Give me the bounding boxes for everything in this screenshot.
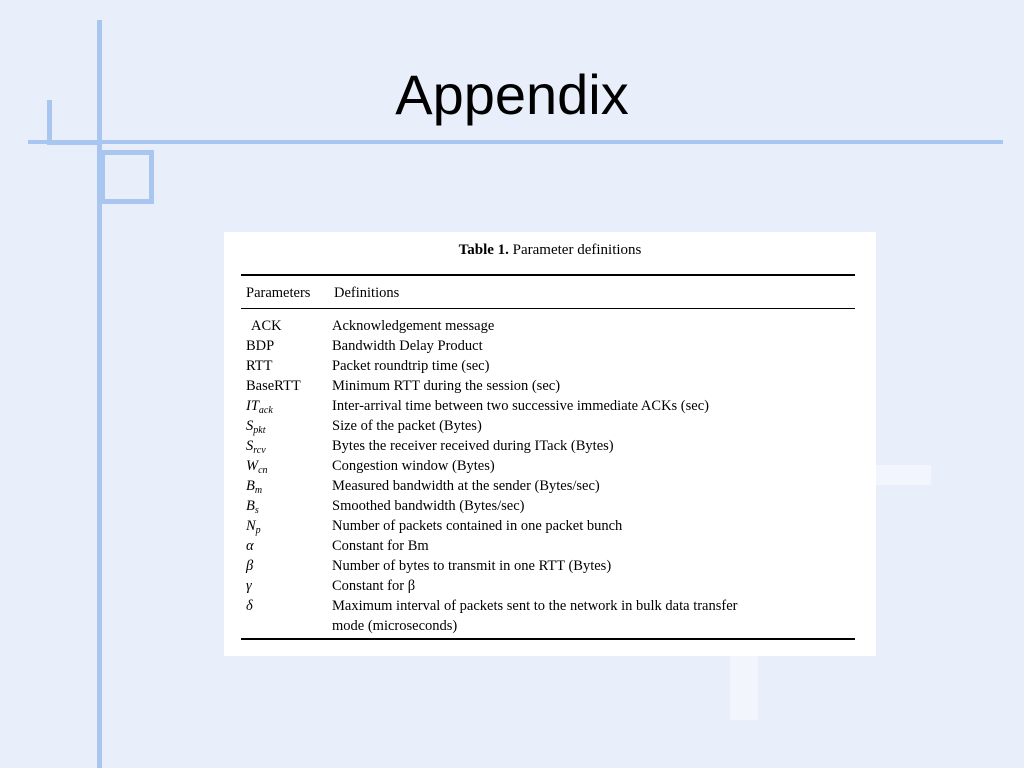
definition-cell: Measured bandwidth at the sender (Bytes/sec) (332, 478, 600, 494)
param-cell (241, 376, 332, 396)
definition-cell: Bandwidth Delay Product (332, 338, 483, 354)
param-cell (241, 356, 332, 376)
param-symbol: δ (246, 598, 253, 614)
param-subscript: m (254, 485, 263, 496)
param-cell (241, 456, 332, 476)
param-symbol: W (246, 458, 259, 474)
table-row (241, 416, 855, 436)
param-symbol: BaseRTT (246, 378, 301, 394)
definition-cell: Bytes the receiver received during ITack (Bytes) (332, 438, 614, 454)
param-symbol: BDP (246, 338, 275, 354)
table-row (241, 496, 855, 516)
param-symbol: β (246, 558, 254, 574)
definition-cell: Number of packets contained in one packet bunch (332, 518, 623, 534)
table-row (241, 336, 855, 356)
table-row (241, 616, 855, 636)
decorative-ghost-bar-right (876, 465, 931, 485)
param-symbol: N (246, 518, 256, 534)
table-row (241, 356, 855, 376)
slide-title: Appendix (395, 63, 629, 126)
definition-cell: Size of the packet (Bytes) (332, 418, 482, 434)
param-cell (241, 596, 332, 616)
param-cell (241, 396, 332, 416)
param-cell (241, 556, 332, 576)
definition-cell: Number of bytes to transmit in one RTT (Bytes) (332, 558, 612, 574)
table-row (241, 536, 855, 556)
table-row (241, 316, 855, 336)
definition-cell: mode (microseconds) (332, 618, 458, 634)
param-symbol: B (246, 498, 255, 514)
table-row (241, 576, 855, 596)
param-cell (241, 616, 332, 636)
table-header-rule (241, 308, 855, 309)
param-symbol: α (246, 538, 254, 554)
definition-cell: Inter-arrival time between two successive immediate ACKs (sec) (332, 398, 709, 414)
table-caption (224, 242, 876, 259)
decorative-square (100, 150, 154, 204)
table-row (241, 556, 855, 576)
param-subscript: ack (258, 405, 273, 416)
table-caption-label: Table 1. (458, 242, 509, 258)
table-row (241, 376, 855, 396)
definition-cell: Smoothed bandwidth (Bytes/sec) (332, 498, 525, 514)
definition-cell: Constant for Bm (332, 538, 429, 554)
param-cell (241, 516, 332, 536)
header-parameters: Parameters (246, 285, 311, 301)
param-symbol: RTT (246, 358, 273, 374)
definition-cell: Packet roundtrip time (sec) (332, 358, 490, 374)
definition-cell: Minimum RTT during the session (sec) (332, 378, 561, 394)
decorative-vertical-line (97, 20, 102, 768)
param-cell (241, 476, 332, 496)
param-subscript: s (254, 505, 259, 516)
table-row (241, 596, 855, 616)
table-bottom-rule (241, 638, 855, 640)
param-cell (241, 316, 332, 336)
param-cell (241, 336, 332, 356)
parameter-table (224, 232, 876, 656)
param-cell (241, 436, 332, 456)
param-subscript: pkt (253, 425, 266, 436)
param-symbol: IT (246, 398, 259, 414)
param-cell (241, 576, 332, 596)
table-row (241, 436, 855, 456)
table-caption-text: Parameter definitions (512, 242, 642, 258)
decorative-horizontal-line (28, 140, 1003, 144)
param-symbol: B (246, 478, 255, 494)
table-row (241, 476, 855, 496)
param-cell (241, 536, 332, 556)
table-row (241, 516, 855, 536)
param-symbol: ACK (251, 318, 282, 334)
param-subscript: p (255, 525, 261, 536)
param-symbol: S (246, 418, 254, 434)
definition-cell: Acknowledgement message (332, 318, 495, 334)
param-cell (241, 416, 332, 436)
param-subscript: cn (258, 465, 268, 476)
definition-cell: Constant for β (332, 578, 416, 594)
decorative-ghost-bar (730, 655, 758, 720)
table-row (241, 456, 855, 476)
table-row (241, 396, 855, 416)
table-top-rule (241, 274, 855, 276)
param-subscript: rcv (253, 445, 266, 456)
definition-cell: Maximum interval of packets sent to the network in bulk data transfer (332, 598, 738, 614)
header-definitions: Definitions (334, 285, 400, 301)
table-body (241, 316, 855, 636)
param-cell (241, 496, 332, 516)
param-symbol: S (246, 438, 254, 454)
definition-cell: Congestion window (Bytes) (332, 458, 495, 474)
param-symbol: γ (246, 578, 252, 594)
